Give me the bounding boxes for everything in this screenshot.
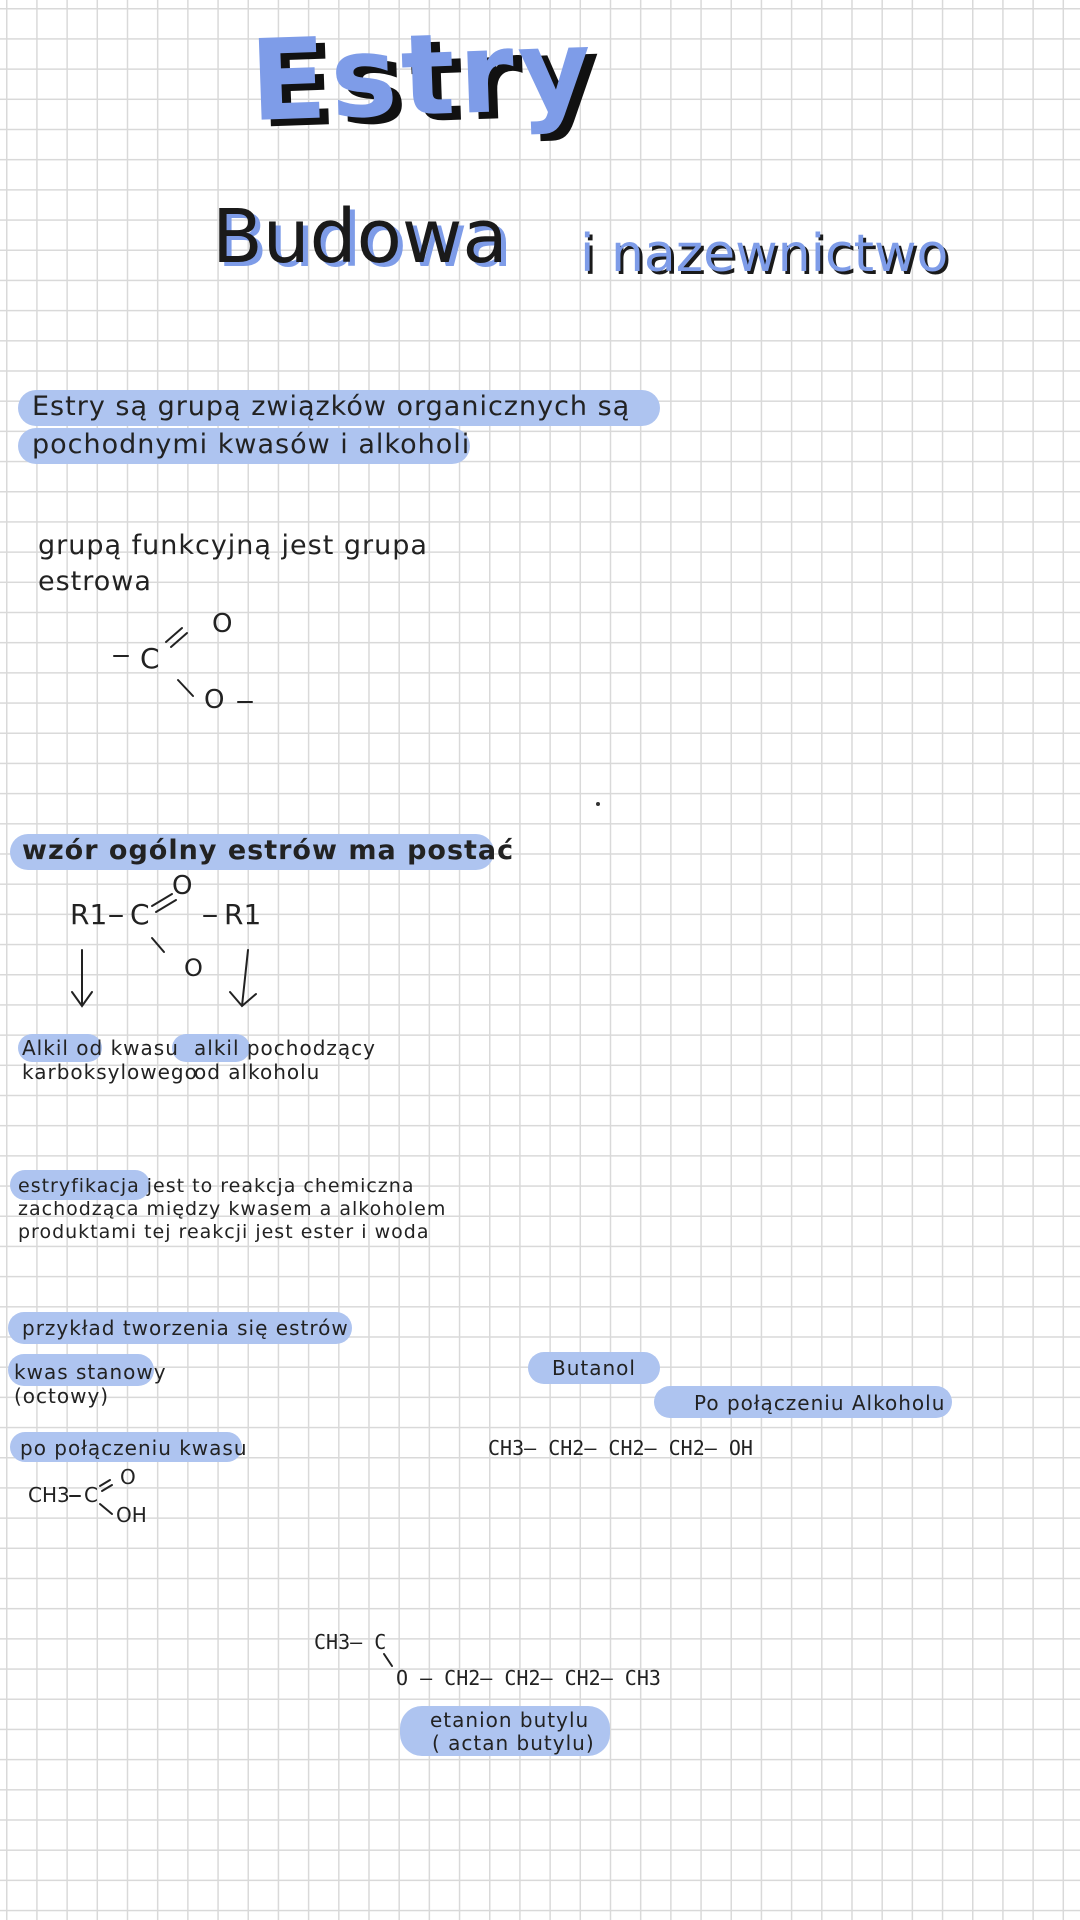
alcohol-label: Po połączeniu Alkoholu [694,1391,946,1415]
ester-chain: O – CH2– CH2– CH2– CH3 [396,1666,661,1690]
stray-dot [596,802,600,806]
alcohol-name: Butanol [552,1356,636,1380]
acid-carbon: C [84,1483,98,1507]
ester-name-1: etanion butylu [430,1708,590,1732]
general-formula-heading: wzór ogólny estrów ma postać [22,835,515,866]
ester-carbon: C [140,642,160,675]
general-formula-structure [60,864,300,1024]
functional-group-text-1: grupą funkcyjną jest grupa [38,530,428,561]
esterification-line-2: zachodząca między kwasem a alkoholem [18,1198,447,1220]
intro-line-2: pochodnymi kwasów i alkoholi [32,429,471,460]
acetic-acid-structure [24,1460,184,1540]
acid-name-2: (octowy) [14,1384,110,1408]
page-title: Estry [247,5,598,147]
butanol-formula: CH3– CH2– CH2– CH2– OH [488,1436,753,1460]
functional-group-text-2: estrowa [38,566,152,597]
acid-ch3: CH3 [28,1483,70,1507]
subtitle-main: Budowa [212,194,508,280]
acid-oxygen: O [120,1465,136,1489]
acid-label: po połączeniu kwasu [20,1436,248,1460]
label-acid-alkyl-2: karboksylowego [22,1060,198,1084]
esterification-line-1: estryfikacja jest to reakcja chemiczna [18,1175,415,1197]
label-alcohol-alkyl-2: od alkoholu [194,1060,321,1084]
r-left: R1 [70,898,108,931]
r-right: R1 [224,898,262,931]
formula-oxygen-top: O [172,871,193,901]
acid-oh: OH [116,1503,147,1527]
subtitle-rest: i nazewnictwo [580,224,949,284]
ester-top: CH3– C [314,1630,387,1654]
label-acid-alkyl-1: Alkil od kwasu [22,1036,179,1060]
intro-line-1: Estry są grupą związków organicznych są [32,391,631,422]
formula-oxygen-bottom: O [184,954,203,982]
ester-oxygen-bottom: O [204,685,225,715]
arrow-down-icon [230,950,256,1006]
arrow-down-icon [72,950,92,1006]
ester-oxygen-top: O [212,609,233,639]
example-heading: przykład tworzenia się estrów [22,1316,349,1340]
esterification-line-3: produktami tej reakcji jest ester i woda [18,1221,430,1243]
formula-carbon: C [130,898,150,931]
ester-group-structure [100,590,300,720]
label-alcohol-alkyl-1: alkil pochodzący [194,1036,376,1060]
acid-name-1: kwas stanowy [14,1360,167,1384]
ester-name-2: ( actan butylu) [432,1731,595,1755]
